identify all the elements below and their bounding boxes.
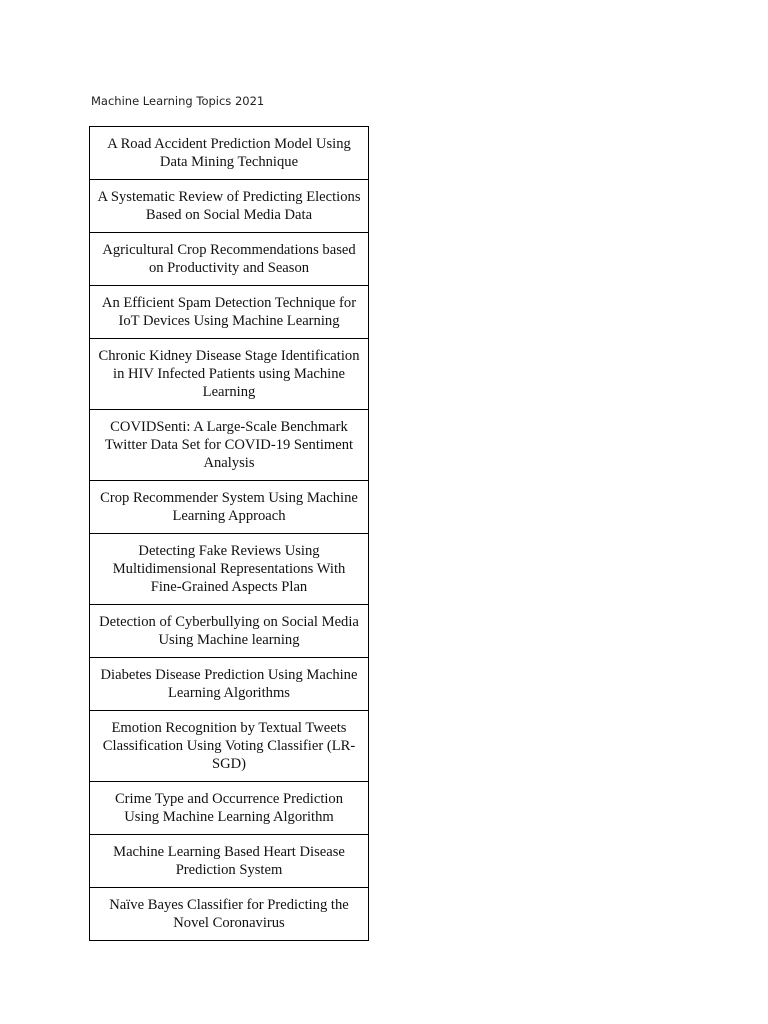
topics-table bbox=[89, 126, 369, 941]
table-row bbox=[90, 286, 369, 339]
topic-cell: Detection of Cyberbullying on Social Media Using Machine learning bbox=[90, 605, 369, 658]
topic-cell: Naïve Bayes Classifier for Predicting the Novel Coronavirus bbox=[90, 888, 369, 941]
table-row bbox=[90, 534, 369, 605]
topic-cell: Agricultural Crop Recommendations based on Productivity and Season bbox=[90, 233, 369, 286]
table-row bbox=[90, 127, 369, 180]
table-row bbox=[90, 658, 369, 711]
topic-cell: Emotion Recognition by Textual Tweets Classification Using Voting Classifier (LR-SGD) bbox=[90, 711, 369, 782]
topic-cell: A Road Accident Prediction Model Using Data Mining Technique bbox=[90, 127, 369, 180]
topic-cell: Crop Recommender System Using Machine Learning Approach bbox=[90, 481, 369, 534]
table-row bbox=[90, 481, 369, 534]
topic-cell: Detecting Fake Reviews Using Multidimensional Representations With Fine-Grained Aspects Plan bbox=[90, 534, 369, 605]
table-row bbox=[90, 339, 369, 410]
table-row bbox=[90, 888, 369, 941]
table-row bbox=[90, 605, 369, 658]
topic-cell: Crime Type and Occurrence Prediction Using Machine Learning Algorithm bbox=[90, 782, 369, 835]
table-row bbox=[90, 233, 369, 286]
topic-cell: Diabetes Disease Prediction Using Machine Learning Algorithms bbox=[90, 658, 369, 711]
table-row bbox=[90, 711, 369, 782]
page-title: Machine Learning Topics 2021 bbox=[91, 94, 265, 108]
topic-cell: Machine Learning Based Heart Disease Prediction System bbox=[90, 835, 369, 888]
topic-cell: COVIDSenti: A Large-Scale Benchmark Twitter Data Set for COVID-19 Sentiment Analysis bbox=[90, 410, 369, 481]
topic-cell: Chronic Kidney Disease Stage Identification in HIV Infected Patients using Machine Learning bbox=[90, 339, 369, 410]
topic-cell: A Systematic Review of Predicting Elections Based on Social Media Data bbox=[90, 180, 369, 233]
table-row bbox=[90, 782, 369, 835]
table-row bbox=[90, 180, 369, 233]
table-row bbox=[90, 410, 369, 481]
topic-cell: An Efficient Spam Detection Technique for IoT Devices Using Machine Learning bbox=[90, 286, 369, 339]
table-row bbox=[90, 835, 369, 888]
